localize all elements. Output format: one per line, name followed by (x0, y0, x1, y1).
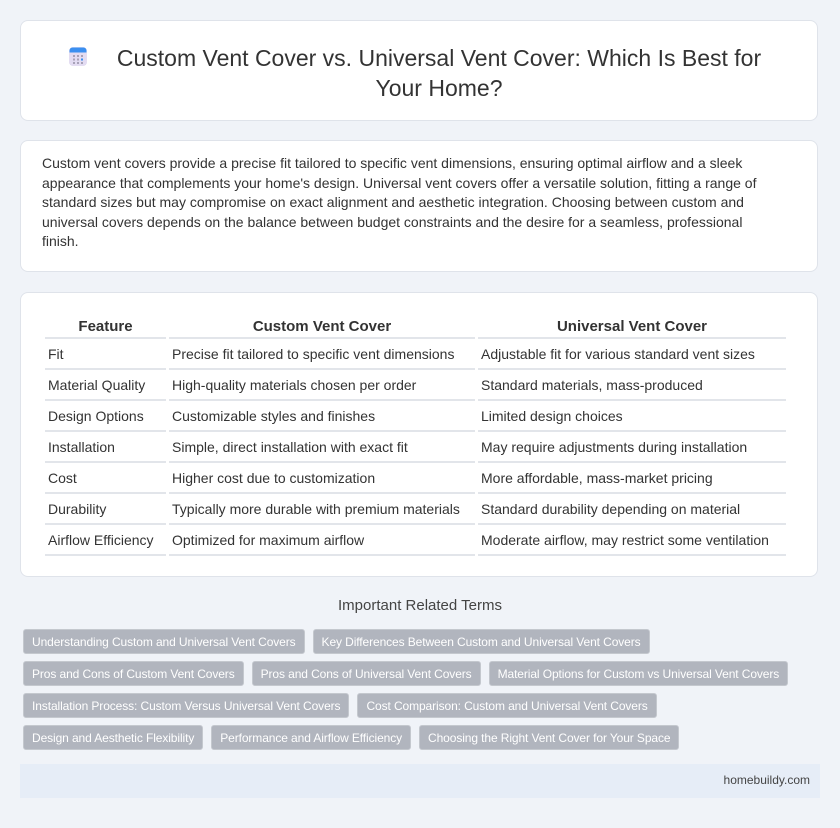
feature-cell: Material Quality (45, 370, 166, 401)
feature-cell: Fit (45, 339, 166, 370)
related-term-tag[interactable]: Performance and Airflow Efficiency (211, 725, 411, 750)
custom-cell: Optimized for maximum airflow (169, 525, 475, 556)
header-feature: Feature (45, 315, 166, 339)
header-custom-vent-cover: Custom Vent Cover (169, 315, 475, 339)
comparison-table-card (20, 292, 818, 577)
related-term-tag[interactable]: Pros and Cons of Custom Vent Covers (23, 661, 244, 686)
table-header-row (45, 315, 786, 339)
tag-row (23, 629, 813, 654)
footer (20, 764, 820, 798)
custom-cell: Precise fit tailored to specific vent dimensions (169, 339, 475, 370)
summary-text: Custom vent covers provide a precise fit tailored to specific vent dimensions, ensuring optimal airflow and a sleek appearance that complements your home's design. Universal vent covers offer a versatile solution, fitting a range of standard sizes but may compromise on exact alignment and aesthetic integration. Choosing between custom and universal covers depends on the balance between budget constraints and the desire for a seamless, professional finish. (42, 155, 757, 249)
tag-row (23, 661, 813, 686)
universal-cell: May require adjustments during installation (478, 432, 786, 463)
feature-cell: Cost (45, 463, 166, 494)
feature-cell: Airflow Efficiency (45, 525, 166, 556)
header-card (20, 20, 818, 121)
related-terms-heading: Important Related Terms (338, 597, 502, 614)
custom-cell: High-quality materials chosen per order (169, 370, 475, 401)
table-row (45, 494, 786, 525)
page-title: Custom Vent Cover vs. Universal Vent Cover: Which Is Best for Your Home? (116, 45, 762, 101)
table-row (45, 370, 786, 401)
custom-cell: Simple, direct installation with exact fit (169, 432, 475, 463)
table-row (45, 432, 786, 463)
universal-cell: Standard materials, mass-produced (478, 370, 786, 401)
custom-cell: Customizable styles and finishes (169, 401, 475, 432)
table-row (45, 339, 786, 370)
related-term-tag[interactable]: Design and Aesthetic Flexibility (23, 725, 203, 750)
related-term-tag[interactable]: Installation Process: Custom Versus Universal Vent Covers (23, 693, 349, 718)
related-term-tag[interactable]: Choosing the Right Vent Cover for Your Space (419, 725, 679, 750)
related-term-tag[interactable]: Understanding Custom and Universal Vent Covers (23, 629, 305, 654)
universal-cell: More affordable, mass-market pricing (478, 463, 786, 494)
related-term-tag[interactable]: Pros and Cons of Universal Vent Covers (252, 661, 481, 686)
summary-card (20, 140, 818, 272)
custom-cell: Higher cost due to customization (169, 463, 475, 494)
tag-row (23, 693, 813, 718)
header-universal-vent-cover: Universal Vent Cover (478, 315, 786, 339)
table-row (45, 463, 786, 494)
feature-cell: Installation (45, 432, 166, 463)
feature-cell: Design Options (45, 401, 166, 432)
universal-cell: Moderate airflow, may restrict some ventilation (478, 525, 786, 556)
related-term-tag[interactable]: Cost Comparison: Custom and Universal Vent Covers (357, 693, 656, 718)
related-term-tag[interactable]: Material Options for Custom vs Universal Vent Covers (489, 661, 789, 686)
custom-cell: Typically more durable with premium materials (169, 494, 475, 525)
table-row (45, 401, 786, 432)
universal-cell: Limited design choices (478, 401, 786, 432)
related-term-tag[interactable]: Key Differences Between Custom and Universal Vent Covers (313, 629, 650, 654)
tag-row (23, 725, 813, 750)
footer-site-link[interactable]: homebuildy.com (723, 773, 810, 787)
feature-cell: Durability (45, 494, 166, 525)
universal-cell: Adjustable fit for various standard vent sizes (478, 339, 786, 370)
related-terms-list (23, 629, 813, 757)
comparison-table (42, 315, 789, 556)
universal-cell: Standard durability depending on material (478, 494, 786, 525)
table-row (45, 525, 786, 556)
